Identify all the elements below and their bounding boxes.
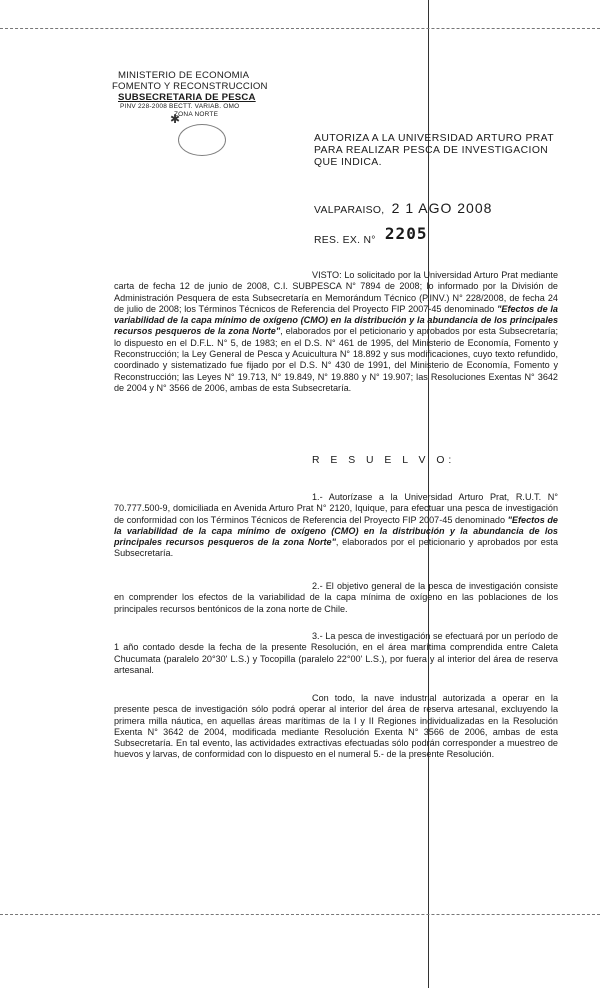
visto-text-a: Lo solicitado por la Universidad Arturo Prat mediante carta de fecha 12 de junio de 2008, C.I. SUBPESCA N° 7894 de 2008; lo informado por la División de Administración Pesquera de esta Subsecretaría en Memorándum Técnico (P.INV.) N° 228/2008, de fecha 24 de julio de 2008; los Términos Técnicos de Referencia del Proyecto FIP 2007-45 denominado (114, 270, 558, 314)
title-line-1: AUTORIZA A LA UNIVERSIDAD ARTURO PRAT (314, 133, 554, 144)
title-line-2: PARA REALIZAR PESCA DE INVESTIGACION (314, 145, 549, 156)
point-1-project-title: "Efectos de la variabilidad de la capa mínimo de oxígeno (CMO) en la distribución y la abundancia de los principales recursos pesqueros de la zona Norte" (114, 514, 558, 548)
point-1-text-b: , elaborados por el peticionario y aprobados por esta Subsecretaría. (114, 537, 558, 559)
title-line-3: QUE INDICA. (314, 157, 382, 168)
visto-text-b: , elaborados por el peticionario y aprobados por esta Subsecretaría; lo dispuesto en el D.F.L. N° 5, de 1983; en el D.S. N° 461 de 1995, del Ministerio de Economía, Fomento y Reconstrucción; la Ley General de Pesca y Acuicultura N° 18.892 y sus modificaciones, cuyo texto refundido, coordinado y sistematizado fue fijado por el D.S. N° 430 de 1991, del Ministerio de Economía, Fomento y Reconstrucción; las Leyes N° 19.713, N° 19.849, N° 19.880 y N° 19.907; las Resoluciones Exentas N° 3642 de 2004 y N° 3566 de 2006, ambas de esta Subsecretaría. (114, 326, 558, 393)
header-ministry: MINISTERIO DE ECONOMIA (118, 70, 250, 81)
resuelvo-heading: R E S U E L V O: (312, 455, 456, 466)
point-4-text: Con todo, la nave industrial autorizada a operar en la presente pesca de investigación sólo podrá operar al interior del área de reserva artesanal, excluyendo la primera milla náutica, en aquellas áreas marítimas de la I y II Regiones individualizadas en la Resolución Exenta N° 3642 de 2004, modificada mediante Resolución Exenta N° 3566 de 2006, ambas de esta Subsecretaría. En tal evento, las actividades extractivas efectuadas sólo podrán corresponder a muestreo de huevos y larvas, de conformidad con lo dispuesto en el numeral 5.- de la presente Resolución. (114, 693, 558, 760)
document-title (314, 133, 574, 169)
resolution-number (314, 224, 428, 247)
ministry-header (112, 70, 278, 119)
place-date (314, 200, 492, 216)
header-zone: ZONA NORTE (174, 111, 219, 118)
date: 2 1 AGO 2008 (391, 200, 493, 216)
stamp-star-icon: ✱ (170, 112, 181, 126)
header-reference: PINV 228-2008 BECTT. VARIAB. OMO (120, 103, 240, 110)
point-1 (114, 492, 558, 560)
visto-paragraph (114, 270, 558, 394)
scan-dashed-line-bottom (0, 914, 600, 915)
point-2 (114, 581, 558, 615)
header-fomento: FOMENTO Y RECONSTRUCCION (112, 81, 268, 92)
visto-project-title: "Efectos de la variabilidad de la capa mínimo de oxígeno (CMO) en la distribución y la abundancia de los principales recursos pesqueros de la zona Norte" (114, 303, 558, 337)
resolution-value: 2205 (384, 224, 428, 243)
header-subsecretaria: SUBSECRETARIA DE PESCA (118, 92, 256, 103)
visto-label: VISTO: (312, 270, 342, 280)
point-3 (114, 631, 558, 676)
point-1-text-a: 1.- Autorízase a la Universidad Arturo Prat, R.U.T. N° 70.777.500-9, domiciliada en Avenida Arturo Prat N° 2120, Iquique, para efectuar una pesca de investigación de conformidad con los Términos Técnicos de Referencia del Proyecto FIP 2007-45 denominado (114, 492, 558, 525)
point-4 (114, 693, 558, 761)
official-stamp (178, 124, 226, 156)
point-2-text: 2.- El objetivo general de la pesca de investigación consiste en comprender los efectos de la variabilidad de la capa mínima de oxígeno en las poblaciones de los principales recursos bentónicos de la zona norte de Chile. (114, 581, 558, 614)
place: VALPARAISO, (314, 205, 385, 216)
resolution-label: RES. EX. N° (314, 235, 376, 246)
scan-dashed-line-top (0, 28, 600, 29)
point-3-text: 3.- La pesca de investigación se efectuará por un período de 1 año contado desde la fecha de la presente Resolución, en el área marítima comprendida entre Caleta Chucumata (paralelo 20°30' L.S.) y Tocopilla (paralelo 22°00' L.S.), por fuera y al interior del área de reserva artesanal. (114, 631, 558, 675)
